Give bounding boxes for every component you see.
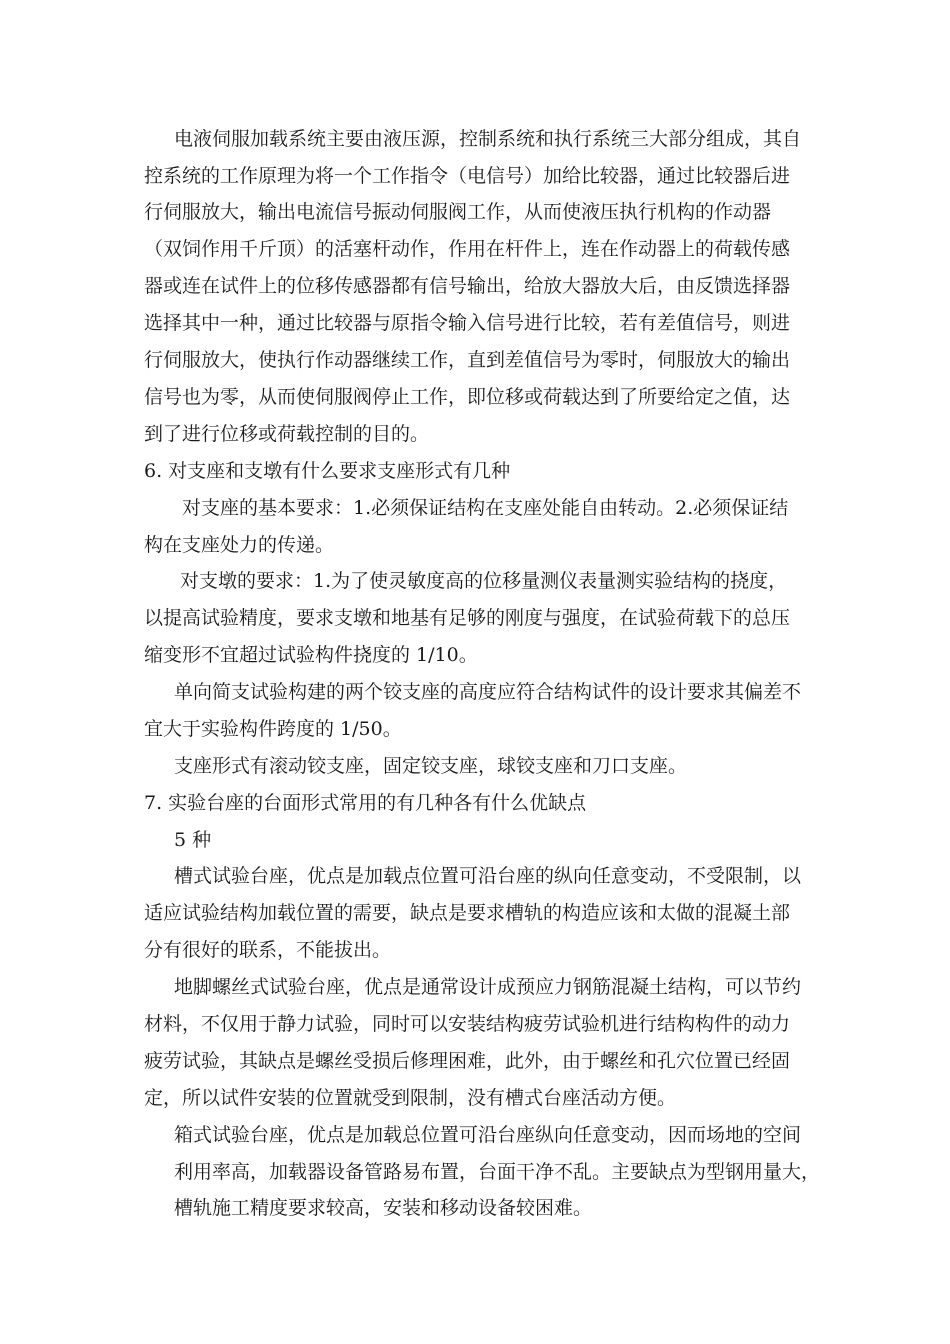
paragraph-7-line-1: 地脚螺丝式试验台座，优点是通常设计成预应力钢筋混凝土结构，可以节约 <box>174 976 802 998</box>
paragraph-1-line-6: 选择其中一种，通过比较器与原指令输入信号进行比较，若有差值信号，则进 <box>144 312 791 334</box>
paragraph-1-line-1: 电液伺服加载系统主要由液压源，控制系统和执行系统三大部分组成，其自 <box>174 128 802 150</box>
paragraph-2-line-1: 对支座的基本要求：1.必须保证结构在支座处能自由转动。2.必须保证结 <box>182 497 789 519</box>
paragraph-1-line-2: 控系统的工作原理为将一个工作指令（电信号）加给比较器，通过比较器后进 <box>144 165 791 187</box>
paragraph-8-line-1: 箱式试验台座，优点是加载总位置可沿台座纵向任意变动，因而场地的空间 <box>174 1124 802 1146</box>
paragraph-8-line-3: 槽轨施工精度要求较高，安装和移动设备较困难。 <box>174 1197 593 1219</box>
paragraph-1-line-5: 器或连在试件上的位移传感器都有信号输出，给放大器放大后，由反馈选择器 <box>144 275 791 297</box>
paragraph-1-line-7: 行伺服放大，使执行作动器继续工作，直到差值信号为零时，伺服放大的输出 <box>144 349 791 371</box>
answer-count: 5 种 <box>174 829 212 851</box>
paragraph-4-line-1: 单向简支试验构建的两个铰支座的高度应符合结构试件的设计要求其偏差不 <box>174 681 802 703</box>
section-heading-6: 6. 对支座和支墩有什么要求支座形式有几种 <box>144 460 511 482</box>
paragraph-7-line-4: 定，所以试件安装的位置就受到限制，没有槽式台座活动方便。 <box>144 1087 677 1109</box>
paragraph-6-line-1: 槽式试验台座，优点是加载点位置可沿台座的纵向任意变动，不受限制，以 <box>174 865 802 887</box>
paragraph-3-line-1: 对支墩的要求：1.为了使灵敏度高的位移量测仪表量测实验结构的挠度， <box>180 570 788 592</box>
paragraph-2-line-2: 构在支座处力的传递。 <box>144 534 335 556</box>
section-heading-7: 7. 实验台座的台面形式常用的有几种各有什么优缺点 <box>144 792 587 814</box>
paragraph-7-line-2: 材料，不仅用于静力试验，同时可以安装结构疲劳试验机进行结构构件的动力 <box>144 1013 791 1035</box>
paragraph-5: 支座形式有滚动铰支座，固定铰支座，球铰支座和刀口支座。 <box>174 755 688 777</box>
paragraph-4-line-2: 宜大于实验构件跨度的 1/50。 <box>144 718 402 740</box>
paragraph-6-line-2: 适应试验结构加载位置的需要，缺点是要求槽轨的构造应该和太做的混凝土部 <box>144 902 791 924</box>
paragraph-3-line-2: 以提高试验精度，要求支墩和地基有足够的刚度与强度，在试验荷载下的总压 <box>144 607 791 629</box>
paragraph-1-line-8: 信号也为零，从而使伺服阀停止工作，即位移或荷载达到了所要给定之值，达 <box>144 386 791 408</box>
paragraph-8-line-2: 利用率高，加载器设备管路易布置，台面干净不乱。主要缺点为型钢用量大， <box>174 1161 821 1183</box>
paragraph-7-line-3: 疲劳试验，其缺点是螺丝受损后修理困难，此外，由于螺丝和孔穴位置已经固 <box>144 1050 791 1072</box>
paragraph-3-line-3: 缩变形不宜超过试验构件挠度的 1/10。 <box>144 644 478 666</box>
paragraph-1-line-9: 到了进行位移或荷载控制的目的。 <box>144 423 430 445</box>
paragraph-1-line-4: （双饲作用千斤顶）的活塞杆动作，作用在杆件上，连在作动器上的荷载传感 <box>144 238 791 260</box>
paragraph-6-line-3: 分有很好的联系，不能拔出。 <box>144 939 392 961</box>
paragraph-1-line-3: 行伺服放大，输出电流信号振动伺服阀工作，从而使液压执行机构的作动器 <box>144 201 772 223</box>
